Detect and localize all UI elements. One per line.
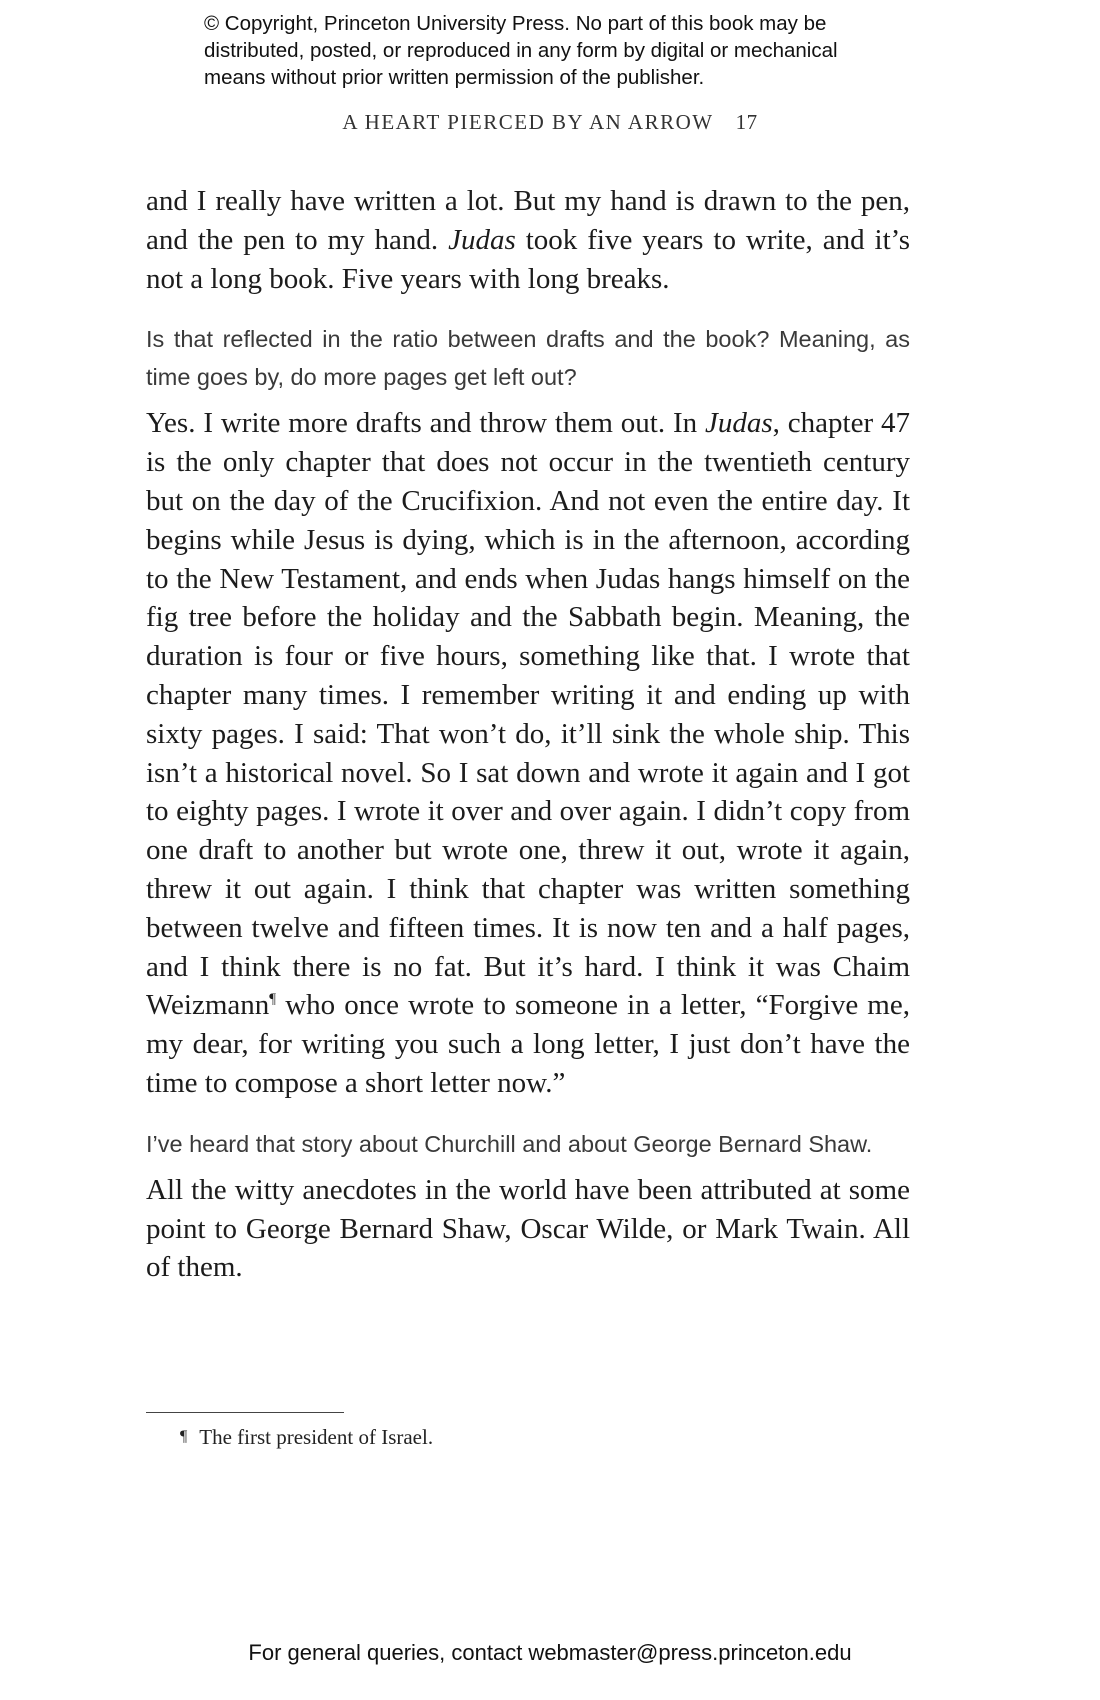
footer-contact: For general queries, contact webmaster@press.princeton.edu: [248, 1640, 852, 1665]
copyright-notice: [204, 10, 924, 91]
copyright-line-2: distributed, posted, or reproduced in any form by digital or mechanical: [204, 39, 838, 62]
running-head: [0, 110, 1100, 135]
answer-paragraph-3: All the witty anecdotes in the world have been attributed at some point to George Bernard Shaw, Oscar Wilde, or Mark Twain. All of them.: [146, 1173, 910, 1284]
footnote: [180, 1425, 433, 1450]
copyright-line-3: means without prior written permission of the publisher.: [204, 66, 705, 89]
question-paragraph-2: I’ve heard that story about Churchill and about George Bernard Shaw.: [146, 1130, 873, 1157]
answer-2-book-title: Judas: [704, 407, 773, 440]
page-number: 17: [735, 110, 758, 134]
running-head-title: A HEART PIERCED BY AN ARROW: [342, 110, 714, 134]
copyright-line-1: © Copyright, Princeton University Press. No part of this book may be: [204, 12, 827, 35]
answer-1-text-a: and I really have written a lot. But my hand is drawn to the pen, and the pen to my hand.: [146, 185, 910, 256]
footnote-reference-mark[interactable]: ¶: [269, 991, 277, 1008]
answer-2-text-c: who once wrote to someone in a letter, “Forgive me, my dear, for writing you such a long letter, I just don’t have the time to compose a short letter now.”: [146, 989, 910, 1099]
question-paragraph-1: Is that reflected in the ratio between drafts and the book? Meaning, as time goes by, do more pages get left out?: [146, 326, 910, 391]
answer-1-book-title: Judas: [448, 223, 516, 256]
answer-paragraph-1: [146, 182, 910, 298]
footnote-divider: [146, 1412, 344, 1413]
body-text: [146, 182, 910, 1287]
answer-1-text-b: took five years to write, and it’s not a long book. Five years with long breaks.: [146, 223, 910, 295]
footnote-text: The first president of Israel.: [199, 1425, 434, 1449]
answer-2-text-a: Yes. I write more drafts and throw them out. In: [146, 407, 705, 440]
answer-paragraph-2: [146, 404, 910, 1102]
answer-2-text-b: , chapter 47 is the only chapter that does not occur in the twentieth century but on the day of the Crucifixion. And not even the entire day. It begins while Jesus is dying, which is in the afternoon, according to the New Testament, and ends when Judas hangs himself on the fig tree before the holiday and the Sabbath begin. Meaning, the duration is four or five hours, something like that. I wrote that chapter many times. I remember writing it and ending up with sixty pages. I said: That won’t do, it’ll sink the whole ship. This isn’t a historical novel. So I sat down and wrote it again and I got to eighty pages. I wrote it over and over again. I didn’t copy from one draft to another but wrote one, threw it out, wrote it again, threw it out again. I think that chapter was written something between twelve and fifteen times. It is now ten and a half pages, and I think there is no fat. But it’s hard. I think it was Chaim Weizmann: [146, 407, 910, 1022]
footnote-symbol: ¶: [180, 1428, 188, 1445]
